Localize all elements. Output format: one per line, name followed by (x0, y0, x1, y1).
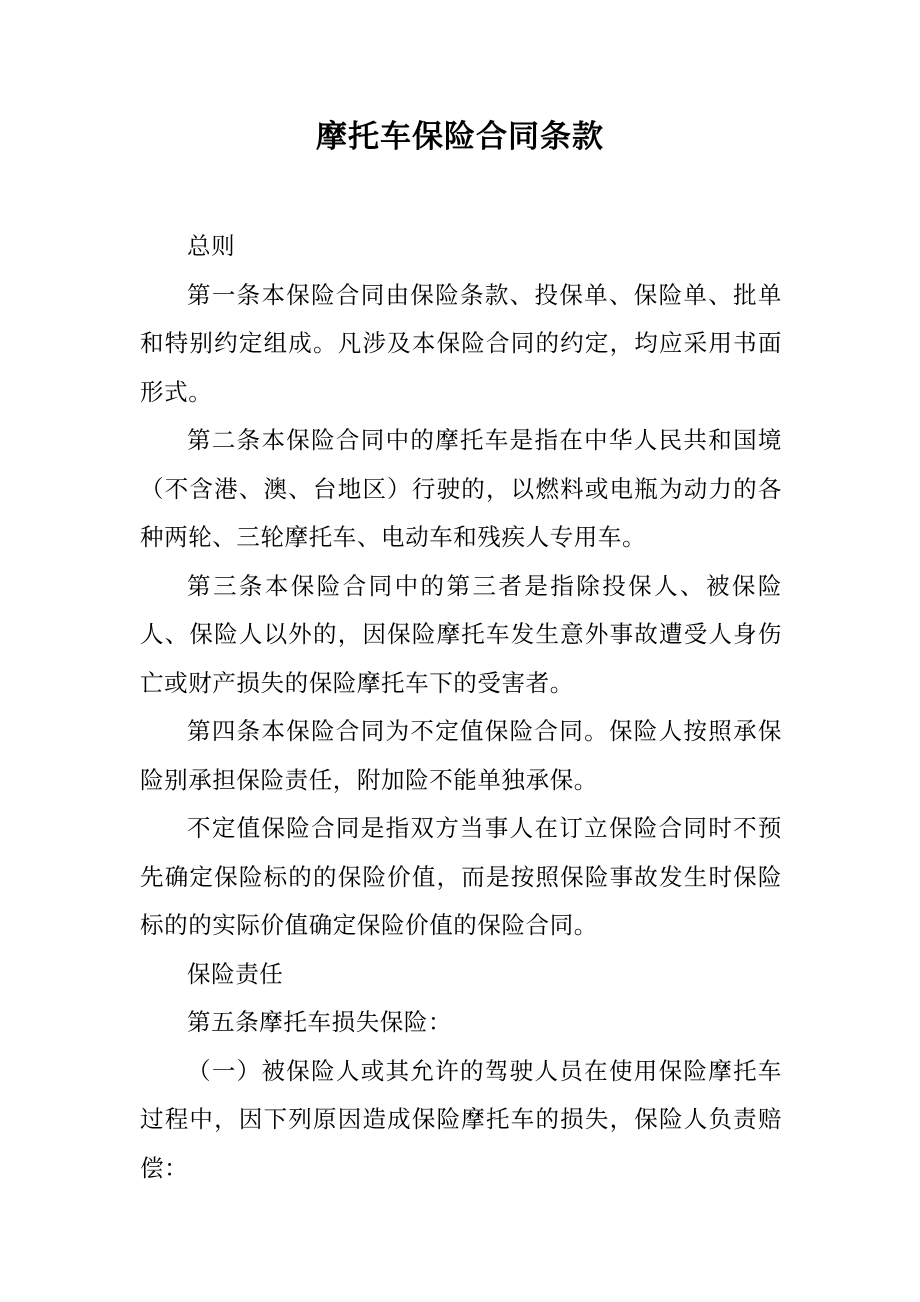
article-5-paragraph: 第五条摩托车损失保险： (187, 1008, 453, 1036)
article-4-paragraph: 第四条本保险合同为不定值保险合同。保险人按照承保险别承担保险责任，附加险不能单独承保。 (140, 717, 782, 794)
section-heading-general: 总则 (187, 232, 236, 260)
article-3-paragraph: 第三条本保险合同中的第三者是指除投保人、被保险人、保险人以外的，因保险摩托车发生意外事故遭受人身伤亡或财产损失的保险摩托车下的受害者。 (140, 571, 782, 697)
section-heading-liability: 保险责任 (187, 959, 284, 988)
definition-paragraph: 不定值保险合同是指双方当事人在订立保险合同时不预先确定保险标的的保险价值，而是按照保险事故发生时保险标的的实际价值确定保险价值的保险合同。 (140, 814, 782, 939)
document-body (140, 222, 782, 1192)
clause-1-paragraph: （一）被保险人或其允许的驾驶人员在使用保险摩托车过程中，因下列原因造成保险摩托车的损失，保险人负责赔偿： (140, 1056, 782, 1182)
article-1-paragraph: 第一条本保险合同由保险条款、投保单、保险单、批单和特别约定组成。凡涉及本保险合同的约定，均应采用书面形式。 (140, 280, 782, 406)
document-title: 摩托车保险合同条款 (316, 119, 604, 155)
article-2-paragraph: 第二条本保险合同中的摩托车是指在中华人民共和国境（不含港、澳、台地区）行驶的，以燃料或电瓶为动力的各种两轮、三轮摩托车、电动车和残疾人专用车。 (140, 426, 782, 551)
